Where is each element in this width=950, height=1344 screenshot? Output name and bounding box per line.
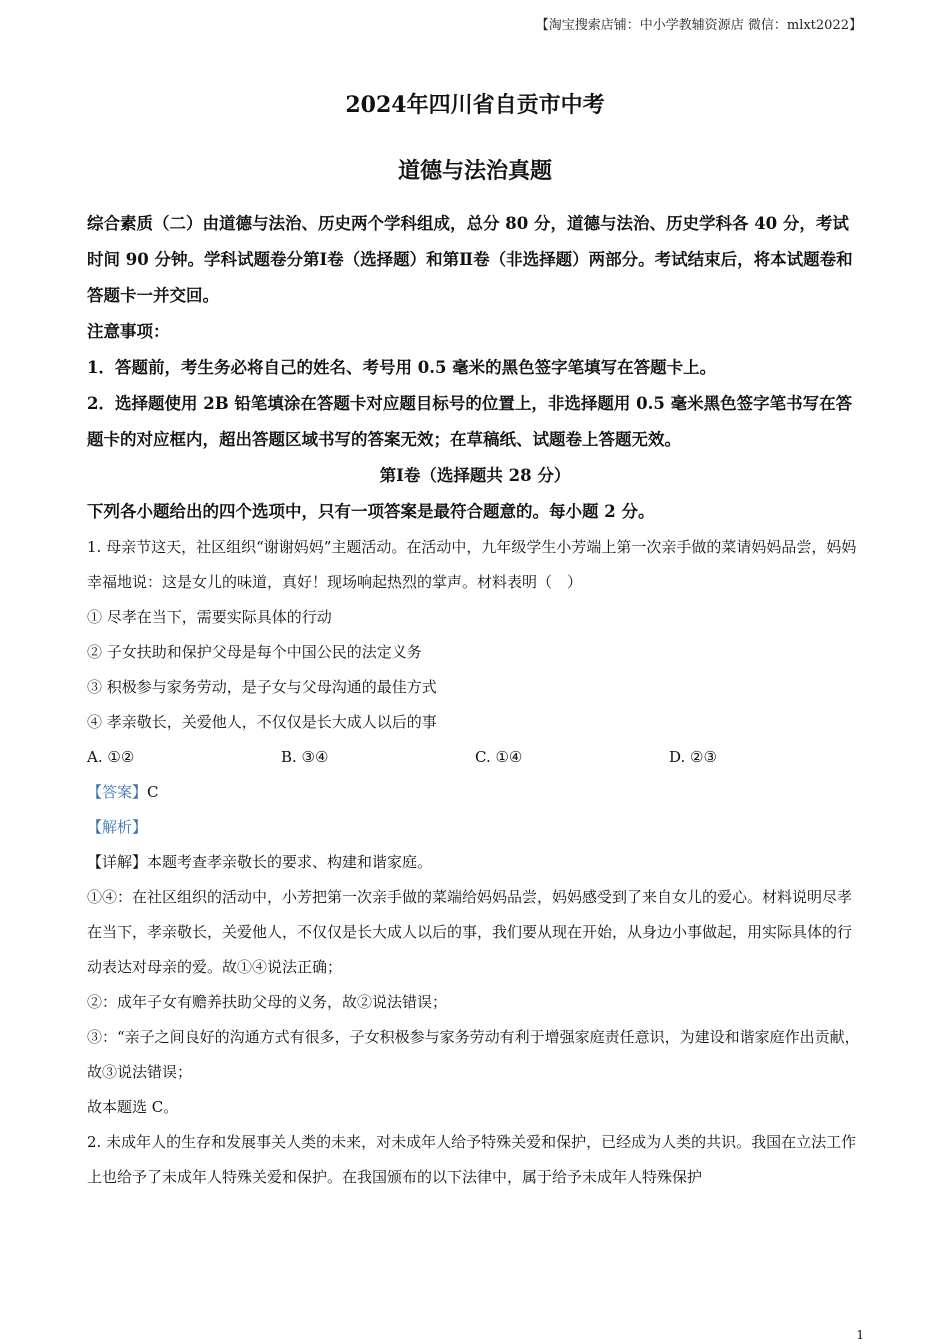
explanation-2: ②：成年子女有赡养扶助父母的义务，故②说法错误； <box>87 993 448 1011</box>
analysis-tag: 【解析】 <box>87 818 148 836</box>
main-content <box>87 206 863 1195</box>
exam-title: 2024年四川省自贡市中考 <box>345 92 605 118</box>
question-1-options <box>87 740 863 775</box>
question-2-stem: 2. 未成年人的生存和发展事关人类的未来，对未成年人给予特殊关爱和保护，已经成为人类的共识。我国在立法工作上也给予了未成年人特殊关爱和保护。在我国颁布的以下法律中，属于给予未成年人特殊保护 <box>87 1133 857 1186</box>
page-number: 1 <box>856 1328 864 1342</box>
answer-tag: 【答案】 <box>87 783 148 801</box>
question-1-stem: 1. 母亲节这天，社区组织“谢谢妈妈”主题活动。在活动中，九年级学生小芳端上第一次亲手做的菜请妈妈品尝，妈妈幸福地说：这是女儿的味道，真好！现场响起热烈的掌声。材料表明（ ） <box>87 538 857 591</box>
option-b: B. ③④ <box>281 748 329 766</box>
answer-value: C <box>147 783 159 801</box>
option-a: A. ①② <box>87 748 135 766</box>
header-note: 【淘宝搜索店铺：中小学教辅资源店 微信：mlxt2022】 <box>535 18 862 33</box>
intro-paragraph: 综合素质（二）由道德与法治、历史两个学科组成，总分 80 分，道德与法治、历史学科各 40 分，考试时间 90 分钟。学科试题卷分第Ⅰ卷（选择题）和第Ⅱ卷（非选择题）两部分。考试结束后，将本试题卷和答题卡一并交回。 <box>87 214 853 305</box>
question-1-item: ③ 积极参与家务劳动，是子女与父母沟通的最佳方式 <box>87 678 437 696</box>
notice-title: 注意事项： <box>87 322 170 341</box>
conclusion-line: 故本题选 C。 <box>87 1098 179 1116</box>
notice-item-1: 1．答题前，考生务必将自己的姓名、考号用 0.5 毫米的黑色签字笔填写在答题卡上。 <box>87 358 717 377</box>
section-title: 第Ⅰ卷（选择题共 28 分） <box>379 466 571 485</box>
notice-item-2: 2．选择题使用 2B 铅笔填涂在答题卡对应题目标号的位置上，非选择题用 0.5 毫米黑色签字笔书写在答题卡的对应框内，超出答题区域书写的答案无效；在草稿纸、试题卷上答题无效。 <box>87 394 853 449</box>
question-1-item: ② 子女扶助和保护父母是每个中国公民的法定义务 <box>87 643 422 661</box>
explanation-3: ③：“亲子之间良好的沟通方式有很多，子女积极参与家务劳动有利于增强家庭责任意识，为建设和谐家庭作出贡献，故③说法错误； <box>87 1028 860 1081</box>
option-c: C. ①④ <box>475 748 523 766</box>
detail-line: 【详解】本题考查孝亲敬长的要求、构建和谐家庭。 <box>87 853 433 871</box>
answer-line <box>87 775 863 810</box>
question-1-item: ① 尽孝在当下，需要实际具体的行动 <box>87 608 332 626</box>
exam-subtitle: 道德与法治真题 <box>397 158 552 184</box>
question-1-item: ④ 孝亲敬长，关爱他人，不仅仅是长大成人以后的事 <box>87 713 437 731</box>
option-d: D. ②③ <box>669 748 717 766</box>
explanation-14: ①④：在社区组织的活动中，小芳把第一次亲手做的菜端给妈妈品尝，妈妈感受到了来自女儿的爱心。材料说明尽孝在当下，孝亲敬长，关爱他人，不仅仅是长大成人以后的事，我们要从现在开始，从身边小事做起，用实际具体的行动表达对母亲的爱。故①④说法正确； <box>87 888 853 976</box>
section-instruction: 下列各小题给出的四个选项中，只有一项答案是最符合题意的。每小题 2 分。 <box>87 502 655 521</box>
